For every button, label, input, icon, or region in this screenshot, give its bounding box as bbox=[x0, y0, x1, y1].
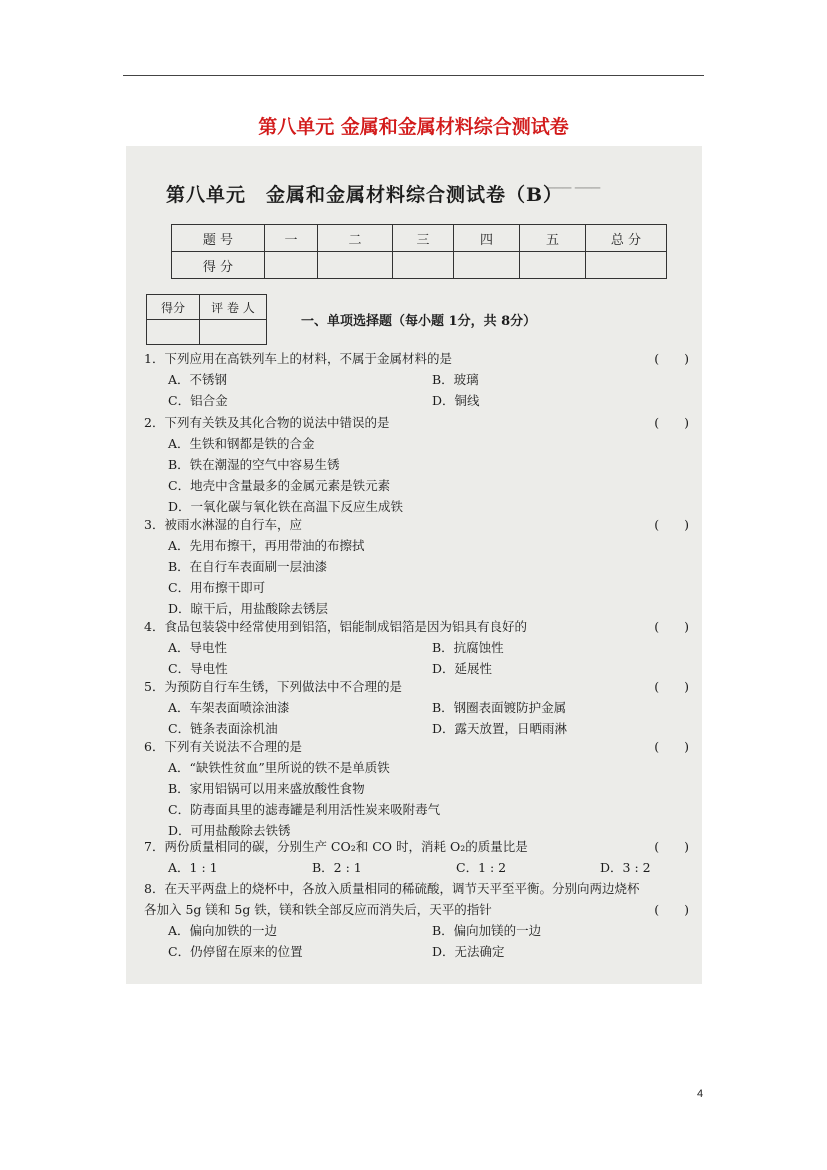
option: B．抗腐蚀性 bbox=[432, 640, 504, 655]
grader-score-cell bbox=[147, 320, 200, 345]
question-stem: 7．两份质量相同的碳，分别生产 CO₂和 CO 时，消耗 O₂的质量比是 bbox=[144, 839, 528, 854]
question-stem: 5．为预防自行车生锈，下列做法中不合理的是 bbox=[144, 679, 402, 694]
option: C．仍停留在原来的位置 bbox=[168, 944, 303, 959]
bleed-through-noise: ▁▁▁ ▁▁▁ bbox=[546, 176, 601, 189]
score-header-cell: 题 号 bbox=[172, 225, 265, 252]
option: D．3 : 2 bbox=[600, 860, 651, 875]
score-cell bbox=[318, 252, 393, 279]
question-1 bbox=[144, 348, 689, 411]
page-number: 4 bbox=[697, 1088, 704, 1100]
option: B．玻璃 bbox=[432, 372, 479, 387]
scanned-exam-sheet bbox=[126, 146, 702, 984]
option: A．生铁和钢都是铁的合金 bbox=[168, 436, 315, 451]
question-stem: 4．食品包装袋中经常使用到铝箔，铝能制成铝箔是因为铝具有良好的 bbox=[144, 619, 527, 634]
answer-bracket: ( ) bbox=[654, 351, 689, 366]
question-stem: 1．下列应用在高铁列车上的材料，不属于金属材料的是 bbox=[144, 351, 452, 366]
score-cell bbox=[454, 252, 520, 279]
option: D．晾干后，用盐酸除去锈层 bbox=[168, 601, 329, 616]
question-stem: 2．下列有关铁及其化合物的说法中错误的是 bbox=[144, 415, 390, 430]
exam-title: 第八单元 金属和金属材料综合测试卷（B） bbox=[166, 184, 564, 206]
grader-score-label: 得分 bbox=[147, 295, 200, 320]
option: B．2 : 1 bbox=[312, 860, 362, 875]
score-cell bbox=[520, 252, 586, 279]
question-5 bbox=[144, 676, 689, 739]
score-header-cell: 一 bbox=[265, 225, 318, 252]
option: C．导电性 bbox=[168, 661, 228, 676]
option: A．不锈钢 bbox=[168, 372, 228, 387]
option: C．1 : 2 bbox=[456, 860, 507, 875]
answer-bracket: ( ) bbox=[654, 517, 689, 532]
option: B．偏向加镁的一边 bbox=[432, 923, 542, 938]
question-stem: 8．在天平两盘上的烧杯中，各放入质量相同的稀硫酸，调节天平至平衡。分别向两边烧杯各加入 5g 镁和 5g 铁，镁和铁全部反应而消失后，天平的指针 bbox=[144, 881, 640, 917]
question-7 bbox=[144, 836, 689, 878]
option: B．钢圈表面镀防护金属 bbox=[432, 700, 567, 715]
option: A．“缺铁性贫血”里所说的铁不是单质铁 bbox=[168, 760, 390, 775]
score-table-header-row bbox=[172, 225, 667, 252]
answer-bracket: ( ) bbox=[654, 739, 689, 754]
question-3 bbox=[144, 514, 689, 619]
answer-bracket: ( ) bbox=[654, 619, 689, 634]
option: D．一氧化碳与氧化铁在高温下反应生成铁 bbox=[168, 499, 404, 514]
question-stem: 6．下列有关说法不合理的是 bbox=[144, 739, 302, 754]
option: B．铁在潮湿的空气中容易生锈 bbox=[168, 457, 340, 472]
option: D．无法确定 bbox=[432, 944, 505, 959]
option: C．用布擦干即可 bbox=[168, 580, 266, 595]
option: D．可用盐酸除去铁锈 bbox=[168, 823, 291, 838]
option: B．家用铝锅可以用来盛放酸性食物 bbox=[168, 781, 365, 796]
option: C．地壳中含量最多的金属元素是铁元素 bbox=[168, 478, 391, 493]
option: A．偏向加铁的一边 bbox=[168, 923, 278, 938]
answer-bracket: ( ) bbox=[654, 679, 689, 694]
score-header-cell: 四 bbox=[454, 225, 520, 252]
question-6 bbox=[144, 736, 689, 841]
score-header-cell: 五 bbox=[520, 225, 586, 252]
question-stem: 3．被雨水淋湿的自行车，应 bbox=[144, 517, 302, 532]
question-2 bbox=[144, 412, 689, 517]
option: A．先用布擦干，再用带油的布擦拭 bbox=[168, 538, 365, 553]
score-header-cell: 总 分 bbox=[586, 225, 667, 252]
answer-bracket: ( ) bbox=[654, 839, 689, 854]
option: D．露天放置，日晒雨淋 bbox=[432, 721, 568, 736]
option: C．铝合金 bbox=[168, 393, 228, 408]
option: B．在自行车表面刷一层油漆 bbox=[168, 559, 328, 574]
score-header-cell: 三 bbox=[393, 225, 454, 252]
document-title: 第八单元 金属和金属材料综合测试卷 bbox=[258, 116, 569, 138]
option: C．防毒面具里的滤毒罐是利用活性炭来吸附毒气 bbox=[168, 802, 441, 817]
score-table-score-row bbox=[172, 252, 667, 279]
answer-bracket: ( ) bbox=[654, 415, 689, 430]
score-cell bbox=[586, 252, 667, 279]
header-rule bbox=[123, 75, 704, 76]
option: D．铜线 bbox=[432, 393, 480, 408]
option: D．延展性 bbox=[432, 661, 493, 676]
section-heading: 一、单项选择题（每小题 1分，共 8分） bbox=[301, 314, 537, 329]
score-header-cell: 二 bbox=[318, 225, 393, 252]
grader-name-label: 评 卷 人 bbox=[200, 295, 267, 320]
option: A．1 : 1 bbox=[168, 860, 218, 875]
grader-name-cell bbox=[200, 320, 267, 345]
option: C．链条表面涂机油 bbox=[168, 721, 278, 736]
score-table bbox=[171, 224, 667, 279]
option: A．车架表面喷涂油漆 bbox=[168, 700, 290, 715]
score-cell bbox=[393, 252, 454, 279]
question-4 bbox=[144, 616, 689, 679]
question-8 bbox=[144, 878, 689, 962]
score-cell bbox=[265, 252, 318, 279]
grader-table bbox=[146, 294, 267, 345]
score-row-label: 得 分 bbox=[172, 252, 265, 279]
answer-bracket: ( ) bbox=[654, 902, 689, 917]
option: A．导电性 bbox=[168, 640, 228, 655]
